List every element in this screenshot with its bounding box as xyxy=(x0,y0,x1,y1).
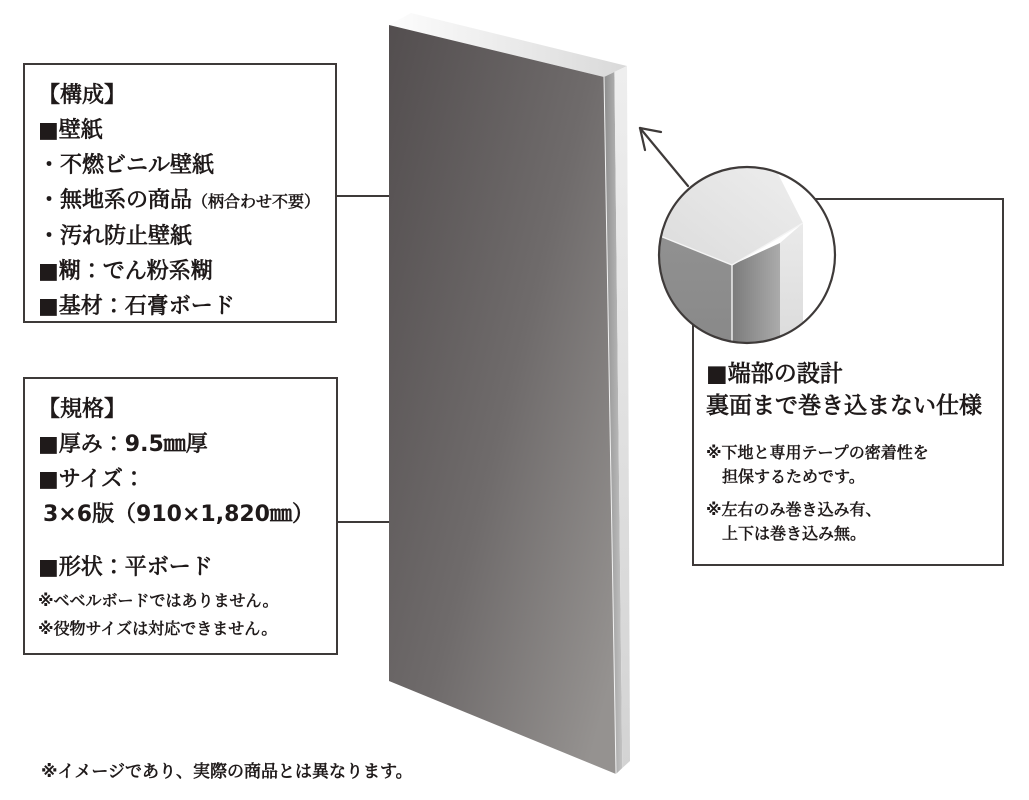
text-line: ■基材：石膏ボード xyxy=(38,294,235,319)
edge-note-text xyxy=(706,358,998,546)
text-line: ■サイズ： xyxy=(38,467,146,492)
text-line: ・汚れ防止壁紙 xyxy=(38,224,193,249)
board-front-face xyxy=(389,25,616,774)
text-line: ■壁紙 xyxy=(38,118,103,143)
detail-edge-bare-face xyxy=(780,223,803,370)
composition-box xyxy=(23,63,337,323)
spec-title: 【規格】 xyxy=(38,397,127,422)
text-line: ・不燃ビニル壁紙 xyxy=(38,153,215,178)
arrow-icon xyxy=(640,128,688,186)
spec-box xyxy=(23,377,338,655)
composition-lines xyxy=(38,113,327,324)
text-line: 3×6版（910×1,820㎜） xyxy=(43,502,314,527)
edge-notes xyxy=(706,441,998,546)
text-line: ※役物サイズは対応できません。 xyxy=(38,619,278,638)
inline-note: （柄合わせ不要） xyxy=(192,192,321,211)
text-line: ・無地系の商品（柄合わせ不要） xyxy=(38,188,321,213)
edge-note: ※下地と専用テープの密着性を 担保するためです。 xyxy=(706,443,929,486)
spec-lines xyxy=(38,427,328,641)
text-line: ■糊：でん粉系糊 xyxy=(38,259,213,284)
edge-heading-1: ■端部の設計 xyxy=(706,361,843,387)
text-line: ■形状：平ボード xyxy=(38,555,213,580)
detail-edge-wrap-face xyxy=(732,243,780,370)
edge-heading-2: 裏面まで巻き込まない仕様 xyxy=(706,393,982,419)
board-illustration xyxy=(389,13,630,774)
image-disclaimer: ※イメージであり、実際の商品とは異なります。 xyxy=(41,762,413,782)
text-line: ■厚み：9.5㎜厚 xyxy=(38,432,208,457)
text-line: ※ベベルボードではありません。 xyxy=(38,591,279,610)
composition-title: 【構成】 xyxy=(38,83,127,108)
edge-note: ※左右のみ巻き込み有、 上下は巻き込み無。 xyxy=(706,500,882,543)
